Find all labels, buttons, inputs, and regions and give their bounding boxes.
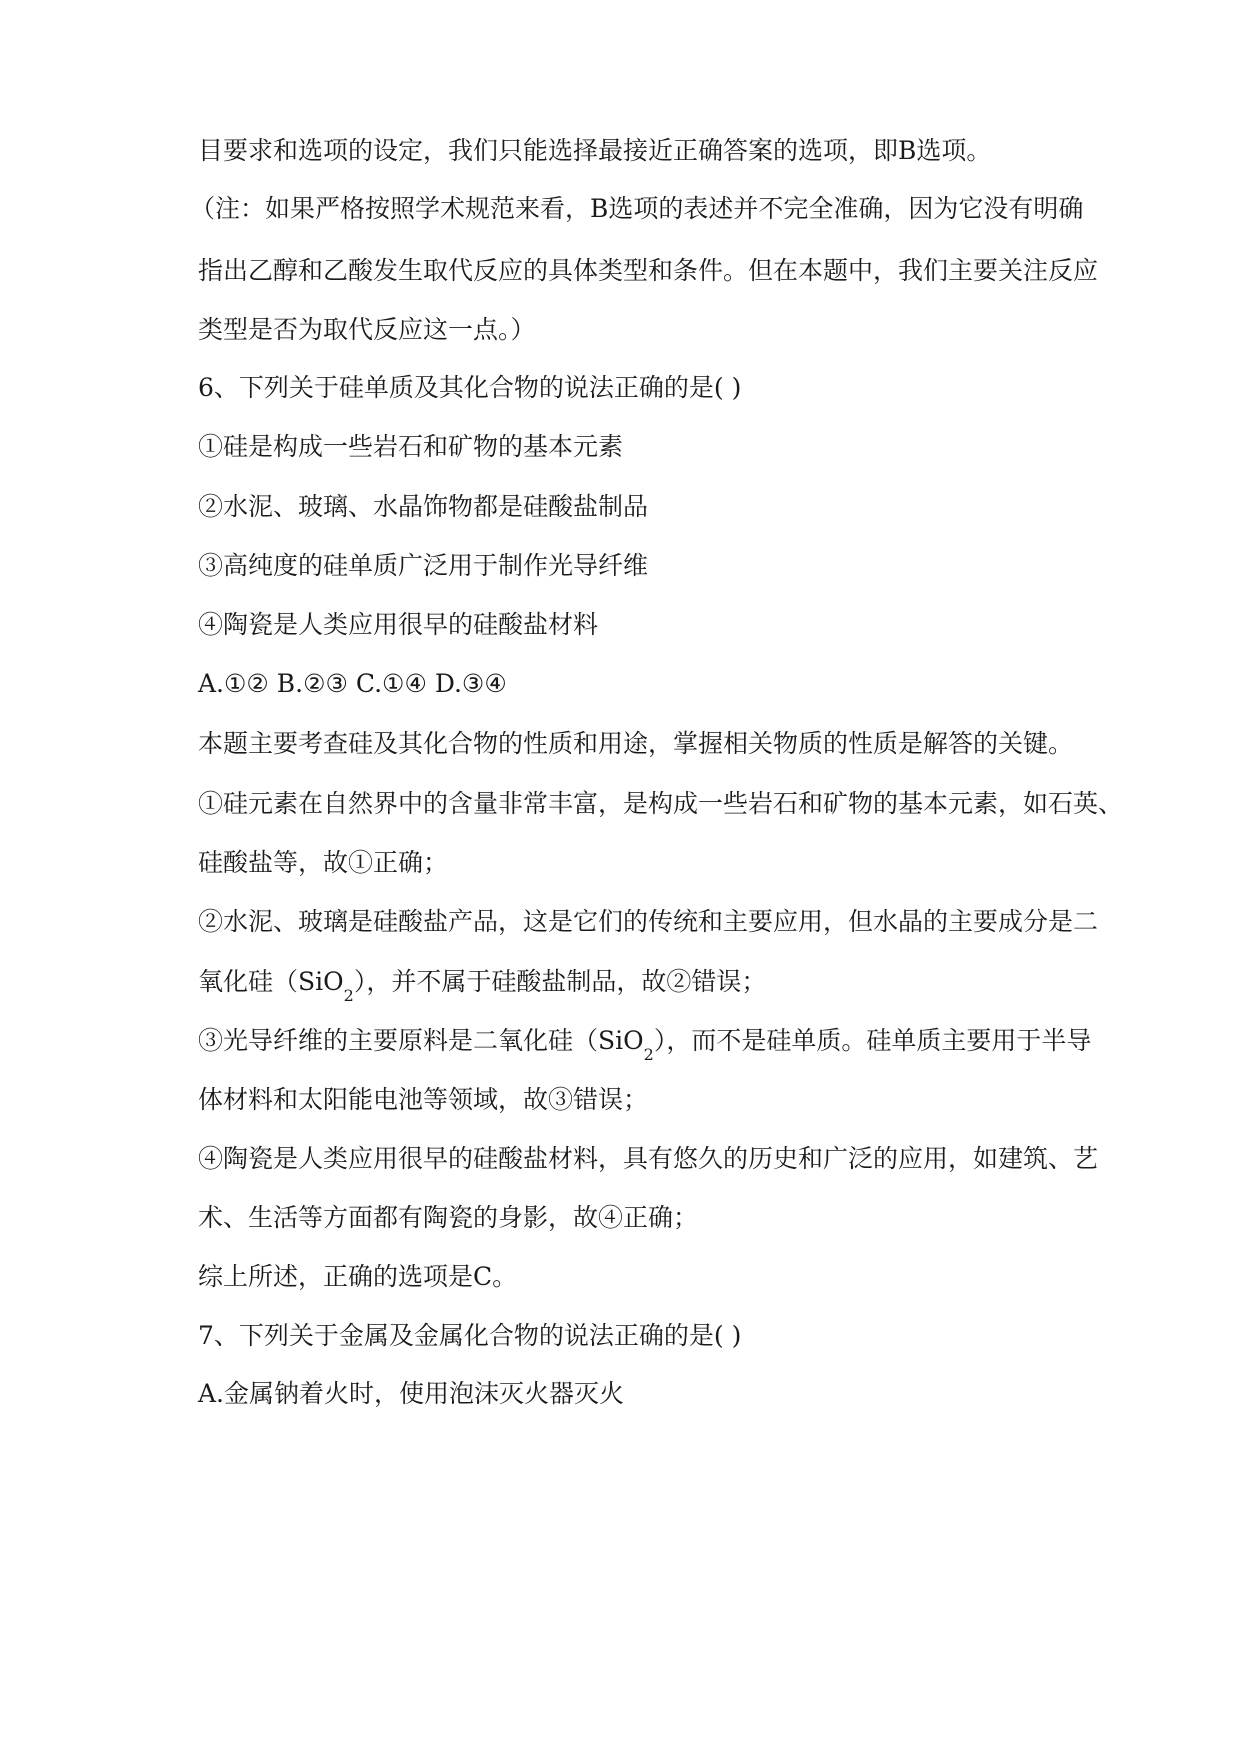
- conclusion: 综上所述，正确的选项是C。: [198, 1262, 518, 1291]
- text-line: ②水泥、玻璃是硅酸盐产品，这是它们的传统和主要应用，但水晶的主要成分是二: [198, 907, 1099, 936]
- subscript: 2: [343, 986, 354, 1005]
- statement-2: ②水泥、玻璃、水晶饰物都是硅酸盐制品: [198, 492, 649, 521]
- text-line: 硅酸盐等，故①正确；: [198, 848, 449, 877]
- text-line: 类型是否为取代反应这一点。）: [198, 315, 536, 344]
- text-segment: ），而不是硅单质。硅单质主要用于半导: [653, 1026, 1092, 1055]
- statement-3: ③高纯度的硅单质广泛用于制作光导纤维: [198, 551, 649, 580]
- text-line: ④陶瓷是人类应用很早的硅酸盐材料，具有悠久的历史和广泛的应用，如建筑、艺: [198, 1144, 1099, 1173]
- text-segment: 氧化硅（SiO: [198, 967, 344, 996]
- question-7-option-a: A.金属钠着火时，使用泡沫灭火器灭火: [198, 1379, 625, 1408]
- text-line: 指出乙醇和乙酸发生取代反应的具体类型和条件。但在本题中，我们主要关注反应: [198, 256, 1099, 285]
- text-line: 体材料和太阳能电池等领域，故③错误；: [198, 1085, 649, 1114]
- text-line: （注：如果严格按照学术规范来看，B选项的表述并不完全准确，因为它没有明确: [190, 194, 1084, 223]
- question-7-stem: 7、下列关于金属及金属化合物的说法正确的是( ): [198, 1321, 742, 1350]
- text-line: 目要求和选项的设定，我们只能选择最接近正确答案的选项，即B选项。: [198, 136, 992, 165]
- question-6-stem: 6、下列关于硅单质及其化合物的说法正确的是( ): [198, 373, 742, 402]
- statement-1: ①硅是构成一些岩石和矿物的基本元素: [198, 432, 624, 461]
- text-segment: ③光导纤维的主要原料是二氧化硅（SiO: [198, 1026, 644, 1055]
- text-line-with-formula: [198, 962, 1098, 1005]
- analysis-intro: 本题主要考查硅及其化合物的性质和用途，掌握相关物质的性质是解答的关键。: [198, 729, 1074, 758]
- text-line: ①硅元素在自然界中的含量非常丰富，是构成一些岩石和矿物的基本元素，如石英、: [198, 789, 1124, 818]
- answer-options: A.①② B.②③ C.①④ D.③④: [198, 669, 507, 698]
- statement-4: ④陶瓷是人类应用很早的硅酸盐材料: [198, 610, 599, 639]
- text-segment: ），并不属于硅酸盐制品，故②错误；: [353, 967, 767, 996]
- text-line: 术、生活等方面都有陶瓷的身影，故④正确；: [198, 1203, 699, 1232]
- text-line-with-formula: [198, 1021, 1098, 1064]
- subscript: 2: [643, 1045, 654, 1064]
